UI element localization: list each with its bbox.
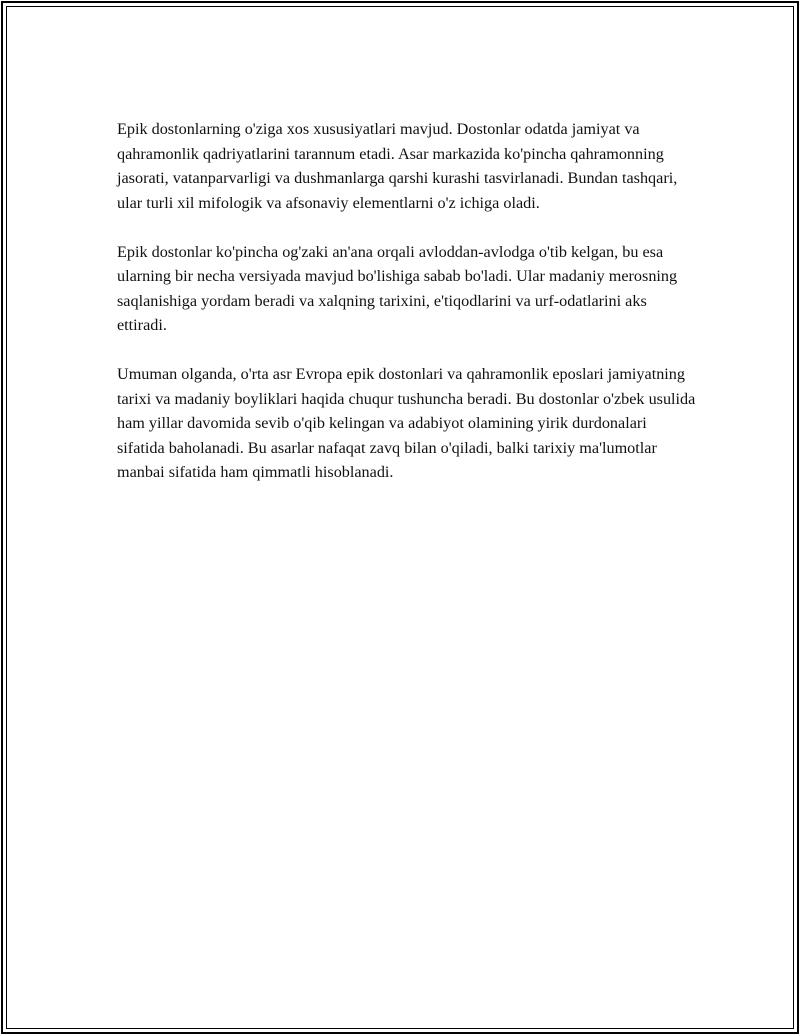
paragraph-3: Umuman olganda, o'rta asr Evropa epik dostonlari va qahramonlik eposlari jamiyatning tarixi va madaniy boyliklari haqida chuqur tushuncha beradi. Bu dostonlar o'zbek usulida ham yillar davomida sevib o'qib kelingan va adabiyot olamining yirik durdonalari sifatida baholanadi. Bu asarlar nafaqat zavq bilan o'qiladi, balki tarixiy ma'lumotlar manbai sifatida ham qimmatli hisoblanadi. — [117, 365, 696, 481]
paragraph-1: Epik dostonlarning o'ziga xos xususiyatlari mavjud. Dostonlar odatda jamiyat va qahramonlik qadriyatlarini tarannum etadi. Asar markazida ko'pincha qahramonning jasorati, vatanparvarligi va dushmanlarga qarshi kurashi tasvirlanadi. Bundan tashqari, ular turli xil mifologik va afsonaviy elementlarni o'z ichiga oladi. — [117, 120, 678, 212]
document-body — [117, 117, 697, 509]
paragraph-2: Epik dostonlar ko'pincha og'zaki an'ana orqali avloddan-avlodga o'tib kelgan, bu esa ularning bir necha versiyada mavjud bo'lishiga sabab bo'ladi. Ular madaniy merosning saqlanishiga yordam beradi va xalqning tarixini, e'tiqodlarini va urf-odatlarini aks ettiradi. — [117, 242, 678, 334]
